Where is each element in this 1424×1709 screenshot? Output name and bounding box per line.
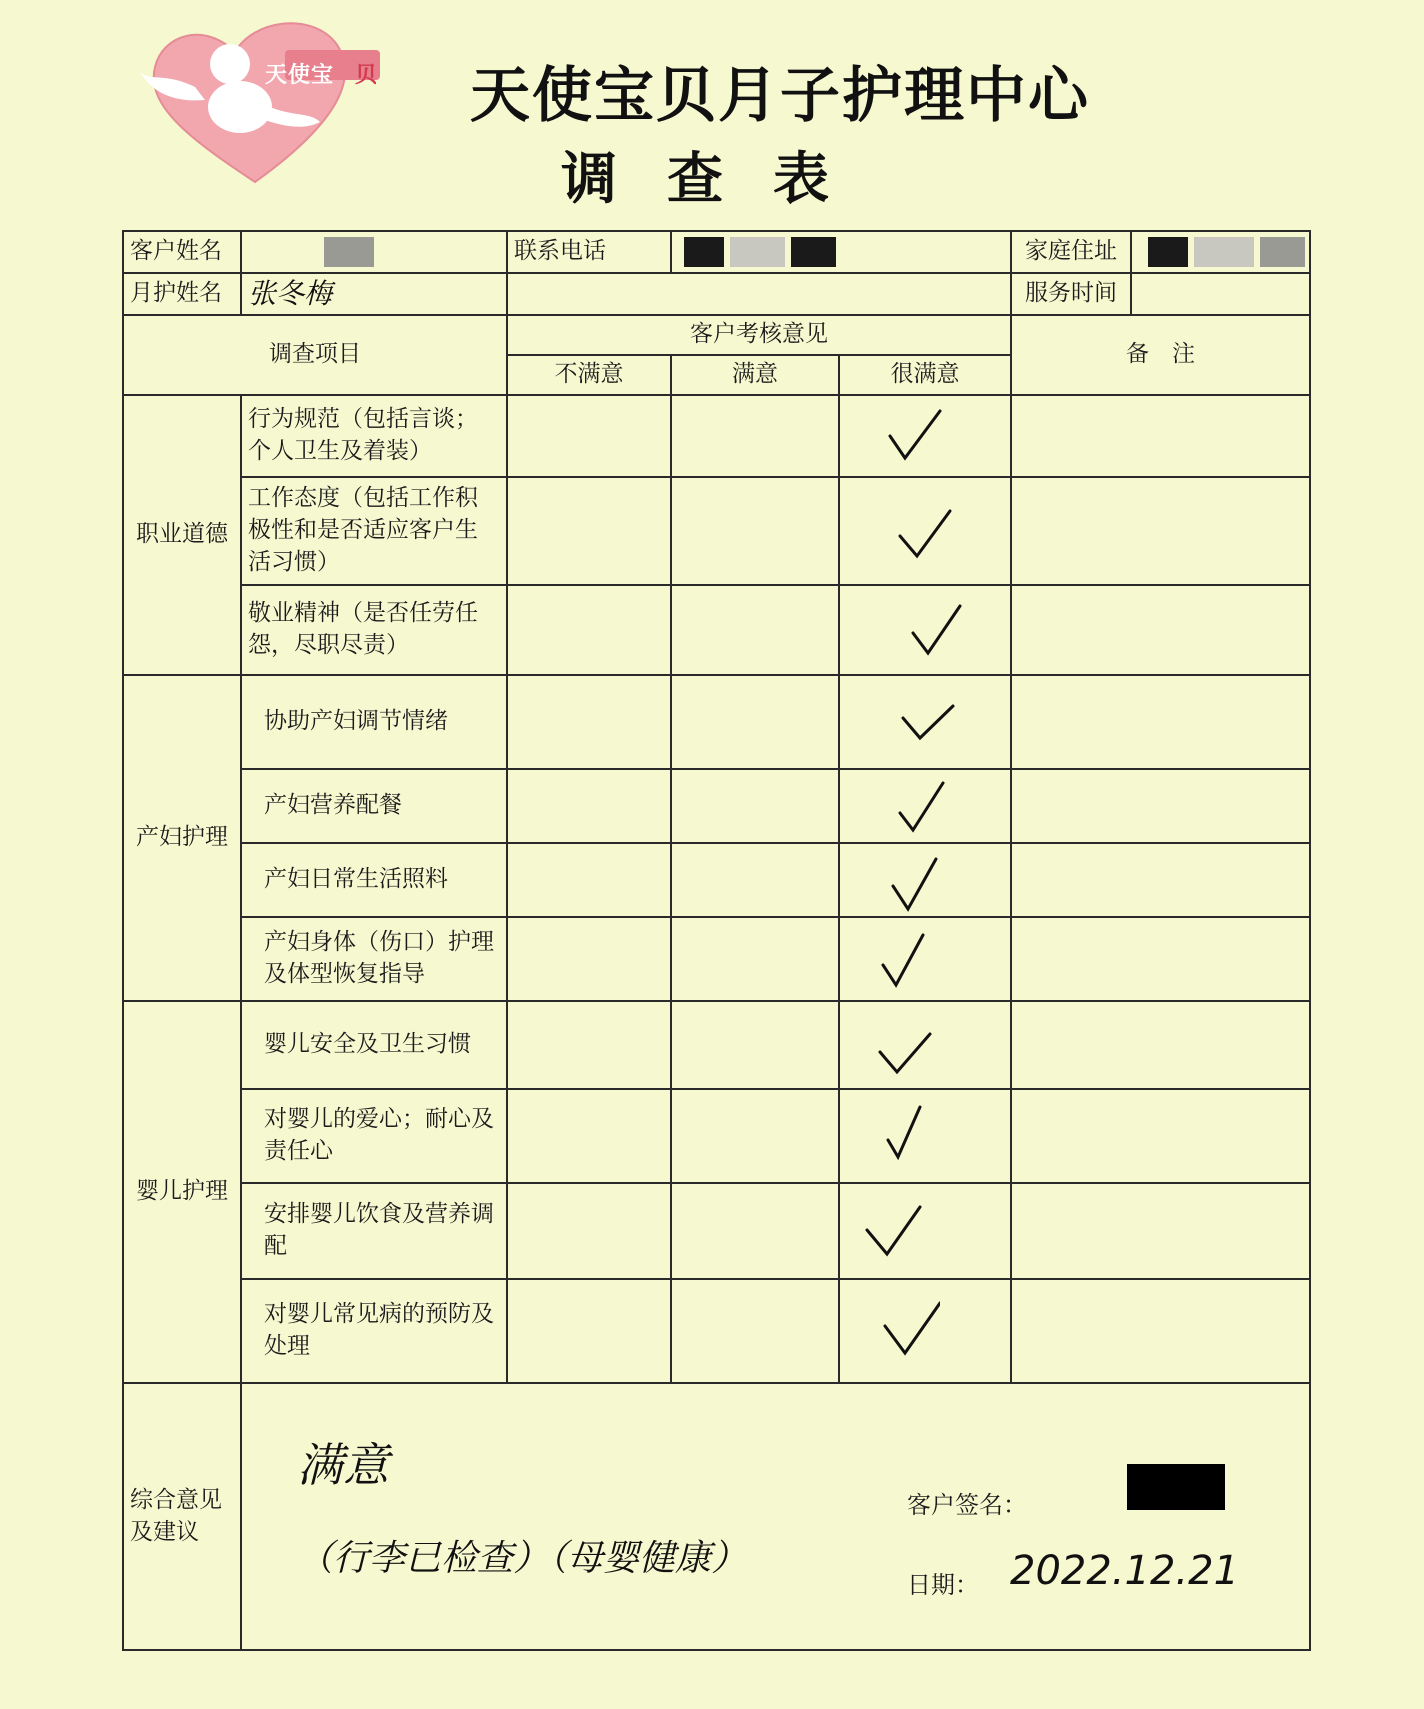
remarks-cell (1011, 1183, 1310, 1279)
address-value (1132, 236, 1309, 268)
checkmark-icon (862, 1202, 922, 1262)
redacted-name-block (324, 237, 374, 267)
very-satisfied-cell (839, 585, 1011, 675)
remarks-header: 备 注 (1011, 315, 1310, 395)
unsatisfied-header: 不满意 (507, 355, 671, 395)
unsatisfied-cell (507, 1089, 671, 1183)
survey-item-text: 产妇日常生活照料 (241, 843, 507, 917)
satisfied-cell (671, 585, 839, 675)
very-satisfied-cell (839, 917, 1011, 1001)
checkmark-icon (875, 1022, 935, 1082)
survey-item-text: 对婴儿的爱心；耐心及责任心 (241, 1089, 507, 1183)
survey-item-text: 产妇营养配餐 (241, 769, 507, 843)
unsatisfied-cell (507, 585, 671, 675)
summary-handwriting-note: （行李已检查）（母婴健康） (297, 1538, 748, 1579)
section-name: 产妇护理 (123, 675, 241, 1001)
remarks-cell (1011, 917, 1310, 1001)
customer-name-value (241, 231, 507, 273)
unsatisfied-cell (507, 477, 671, 585)
checkmark-icon (878, 930, 938, 990)
remarks-cell (1011, 843, 1310, 917)
unsatisfied-cell (507, 1001, 671, 1089)
page-title: 天使宝贝月子护理中心 (470, 61, 1090, 131)
redacted-phone-block-2 (730, 237, 785, 267)
checkmark-icon (880, 1102, 940, 1162)
nurse-name-label: 月护姓名 (123, 273, 241, 315)
summary-cell (241, 1383, 1310, 1650)
survey-item-text: 对婴儿常见病的预防及处理 (241, 1279, 507, 1383)
checkmark-icon (898, 696, 958, 756)
very-satisfied-cell (839, 1001, 1011, 1089)
survey-item-text: 工作态度（包括工作积极性和是否适应客户生活习惯） (241, 477, 507, 585)
phone-label: 联系电话 (507, 231, 671, 273)
very-satisfied-cell (839, 1089, 1011, 1183)
satisfied-cell (671, 1001, 839, 1089)
angel-heart-logo-icon (135, 12, 385, 197)
satisfied-cell (671, 395, 839, 477)
empty-header-cell (507, 273, 1011, 315)
survey-item-text: 婴儿安全及卫生习惯 (241, 1001, 507, 1089)
customer-name-label: 客户姓名 (123, 231, 241, 273)
redacted-address-block-3 (1260, 237, 1305, 267)
survey-item-text: 产妇身体（伤口）护理及体型恢复指导 (241, 917, 507, 1001)
very-satisfied-cell (839, 843, 1011, 917)
survey-item-text: 安排婴儿饮食及营养调配 (241, 1183, 507, 1279)
redacted-phone-block-1 (684, 237, 724, 267)
survey-item-text: 协助产妇调节情绪 (241, 675, 507, 769)
satisfied-cell (671, 477, 839, 585)
very-satisfied-cell (839, 477, 1011, 585)
unsatisfied-cell (507, 1183, 671, 1279)
remarks-cell (1011, 1001, 1310, 1089)
checkmark-icon (888, 854, 948, 914)
survey-item-text: 敬业精神（是否任劳任怨，尽职尽责） (241, 585, 507, 675)
page-subtitle: 调查表 (561, 147, 879, 212)
redacted-address-block-1 (1148, 237, 1188, 267)
unsatisfied-cell (507, 917, 671, 1001)
remarks-cell (1011, 585, 1310, 675)
very-satisfied-header: 很满意 (839, 355, 1011, 395)
service-time-cell (1011, 273, 1310, 315)
satisfied-header: 满意 (671, 355, 839, 395)
unsatisfied-cell (507, 843, 671, 917)
satisfied-cell (671, 675, 839, 769)
summary-handwriting-main: 满意 (297, 1438, 389, 1492)
nurse-name-value: 张冬梅 (241, 273, 507, 315)
phone-value (671, 231, 1011, 273)
satisfied-cell (671, 1183, 839, 1279)
service-time-label: 服务时间 (1012, 274, 1132, 314)
date-value: 2022.12.21 (1010, 1548, 1240, 1594)
satisfied-cell (671, 843, 839, 917)
very-satisfied-cell (839, 1279, 1011, 1383)
remarks-cell (1011, 477, 1310, 585)
unsatisfied-cell (507, 1279, 671, 1383)
satisfied-cell (671, 1279, 839, 1383)
unsatisfied-cell (507, 675, 671, 769)
remarks-cell (1011, 769, 1310, 843)
date-label: 日期： (907, 1571, 979, 1599)
address-label: 家庭住址 (1012, 232, 1132, 272)
remarks-cell (1011, 395, 1310, 477)
redacted-phone-block-3 (791, 237, 836, 267)
signature-label: 客户签名： (907, 1491, 1027, 1519)
checkmark-icon (908, 601, 968, 661)
very-satisfied-cell (839, 675, 1011, 769)
survey-item-text: 行为规范（包括言谈；个人卫生及着装） (241, 395, 507, 477)
very-satisfied-cell (839, 769, 1011, 843)
summary-label: 综合意见及建议 (123, 1383, 241, 1650)
section-name: 婴儿护理 (123, 1001, 241, 1383)
very-satisfied-cell (839, 395, 1011, 477)
satisfied-cell (671, 1089, 839, 1183)
checkmark-icon (885, 406, 945, 466)
satisfied-cell (671, 917, 839, 1001)
unsatisfied-cell (507, 769, 671, 843)
remarks-cell (1011, 1279, 1310, 1383)
unsatisfied-cell (507, 395, 671, 477)
redacted-signature-block (1127, 1464, 1225, 1510)
section-name: 职业道德 (123, 395, 241, 675)
checkmark-icon (880, 1298, 940, 1358)
address-cell (1011, 231, 1310, 273)
checkmark-icon (895, 506, 955, 566)
very-satisfied-cell (839, 1183, 1011, 1279)
survey-table (122, 230, 1311, 1651)
redacted-address-block-2 (1194, 237, 1254, 267)
opinion-group-header: 客户考核意见 (507, 315, 1011, 355)
logo-text: 天使宝 (265, 63, 335, 88)
logo-suffix: 贝 (355, 63, 378, 88)
checkmark-icon (895, 778, 955, 838)
remarks-cell (1011, 1089, 1310, 1183)
survey-item-header: 调查项目 (123, 315, 507, 395)
satisfied-cell (671, 769, 839, 843)
remarks-cell (1011, 675, 1310, 769)
